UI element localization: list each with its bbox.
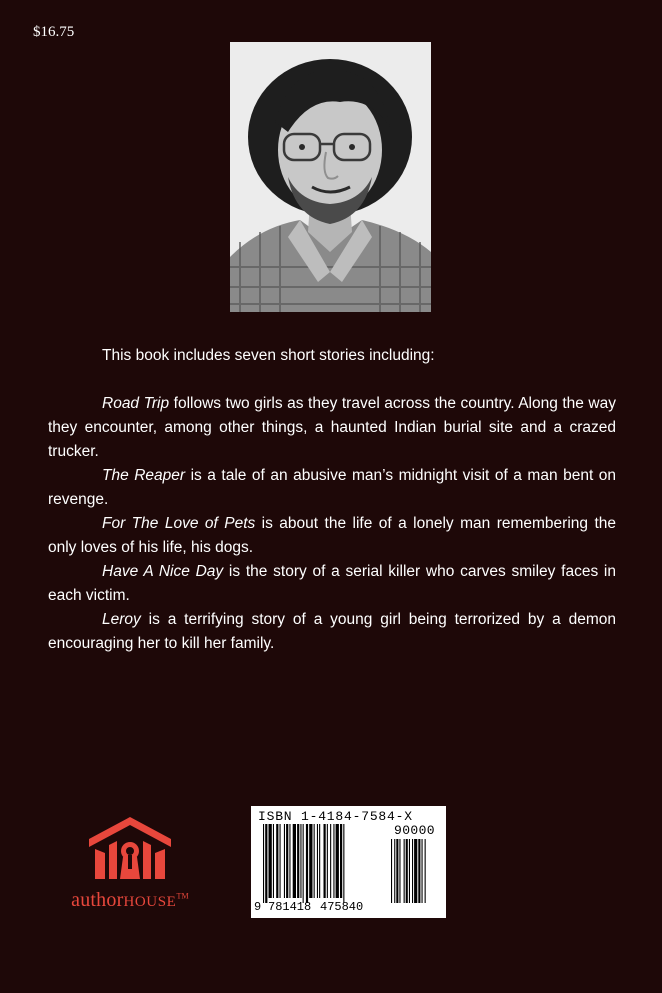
author-photo: [230, 42, 431, 312]
author-portrait-icon: [230, 42, 431, 312]
authorhouse-logo-icon: [55, 815, 205, 887]
publisher-name-part2: HOUSE: [123, 894, 177, 910]
barcode-addon-bar: [418, 839, 420, 903]
barcode-bar: [330, 824, 331, 898]
barcode-bar: [340, 824, 342, 898]
story-title: Have A Nice Day: [102, 563, 224, 580]
story-text: is a tale of an abusive man’s midnight visit of a man bent on revenge.: [48, 467, 617, 508]
barcode-bar: [319, 824, 320, 898]
barcode-bar: [276, 824, 278, 898]
story-title: The Reaper: [102, 467, 186, 484]
barcode-addon-bar: [406, 839, 408, 903]
barcode-addon-bar: [425, 839, 426, 903]
barcode-addon-bar: [422, 839, 423, 903]
story-title: For The Love of Pets: [102, 515, 256, 532]
isbn-barcode: [251, 806, 446, 918]
publisher-logo: [55, 815, 205, 915]
barcode-bar: [333, 824, 334, 898]
story-summary-love-of-pets: [48, 512, 616, 560]
trademark-mark: TM: [176, 891, 189, 901]
barcode-bar: [343, 824, 344, 903]
story-title: Leroy: [102, 611, 141, 628]
barcode-addon-bar: [399, 839, 400, 903]
barcode-bar: [269, 824, 272, 898]
blurb-intro: This book includes seven short stories including:: [102, 347, 435, 364]
barcode-bar: [293, 824, 296, 898]
barcode-bar: [324, 824, 326, 898]
barcode-bar: [309, 824, 312, 898]
book-description: [48, 344, 616, 656]
barcode-bar: [314, 824, 315, 898]
barcode-bar: [265, 824, 267, 903]
story-summary-the-reaper: [48, 464, 616, 512]
ean-first-digit: 9: [254, 900, 262, 914]
barcode-bar: [303, 824, 304, 903]
barcode-bar: [327, 824, 328, 898]
barcode-addon-bar: [404, 839, 405, 903]
barcode-bar: [289, 824, 290, 898]
book-price: $16.75: [33, 24, 75, 40]
publisher-name: [55, 889, 205, 912]
barcode-addon-bar: [409, 839, 410, 903]
price-code: 90000: [394, 823, 436, 838]
barcode-bar: [297, 824, 299, 898]
story-title: Road Trip: [102, 395, 170, 412]
ean-group-1: 781418: [268, 900, 312, 914]
ean-group-2: 475840: [320, 900, 364, 914]
barcode-bar: [336, 824, 339, 898]
isbn-number: ISBN 1-4184-7584-X: [258, 809, 413, 824]
barcode-addon-bar: [396, 839, 398, 903]
story-text: is a terrifying story of a young girl being terrorized by a demon encouraging her to kill her family.: [48, 611, 616, 652]
barcode-bar: [317, 824, 318, 898]
barcode-bar: [284, 824, 285, 898]
story-summary-have-a-nice-day: [48, 560, 616, 608]
story-summary-road-trip: [48, 392, 616, 464]
barcode-bar: [273, 824, 274, 898]
barcode-addon-bar: [412, 839, 413, 903]
publisher-name-part1: author: [71, 889, 124, 911]
story-text: is the story of a serial killer who carves smiley faces in each victim.: [48, 563, 616, 604]
barcode-bar: [300, 824, 301, 898]
barcode-bar: [263, 824, 264, 903]
story-text: is about the life of a lonely man remembering the only loves of his life, his dogs.: [48, 515, 616, 556]
barcode-bar: [280, 824, 281, 898]
barcode-addon-bar: [414, 839, 417, 903]
barcode-addon-bar: [391, 839, 392, 903]
barcode-bar: [286, 824, 288, 898]
barcode-addon-bar: [394, 839, 395, 903]
story-summary-leroy: [48, 608, 616, 656]
barcode-bar: [306, 824, 308, 903]
story-text: follows two girls as they travel across the country. Along the way they encounter, among other things, a haunted Indian burial site and a crazed trucker.: [48, 395, 616, 460]
